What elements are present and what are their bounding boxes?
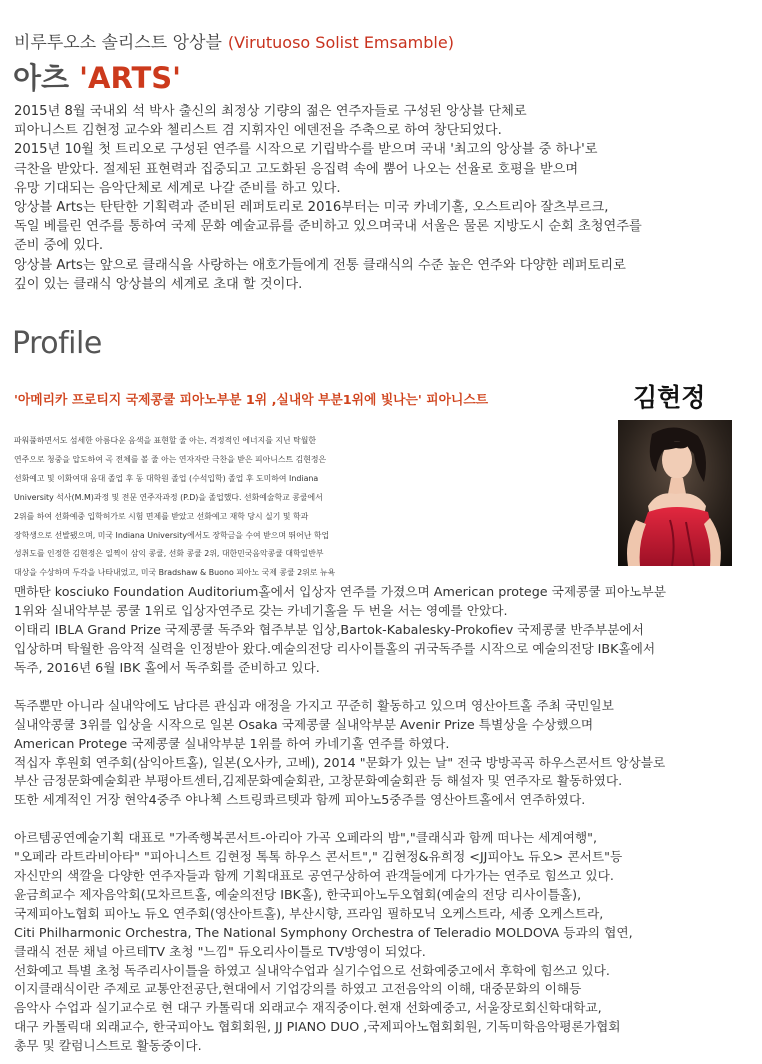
- bio-line: 아르템공연예술기획 대표로 "가족행복콘서트-아리아 가곡 오페라의 밤","클래식과 함께 떠나는 세계여행",: [14, 830, 598, 846]
- bio-line: 국제피아노협회 피아노 듀오 연주회(영산아트홀), 부산시향, 프라임 필하모닉 오케스트라, 세종 오케스트라,: [14, 905, 604, 921]
- intro-line: 유망 기대되는 음악단체로 세계로 나갈 준비를 하고 있다.: [14, 180, 341, 196]
- bio-line: 부산 금정문화예술회관 부평아트센터,김제문화예술회관, 고창문화예술회관 등 해설자 및 연주자로 활동하였다.: [14, 773, 623, 789]
- biography: [14, 432, 748, 1056]
- bio-line: 이태리 IBLA Grand Prize 국제콩쿨 독주와 협주부분 입상,Bartok-Kabalesky-Prokofiev 국제콩쿨 반주부분에서: [14, 622, 644, 638]
- bio-line: 독주뿐만 아니라 실내악에도 남다른 관심과 애정을 가지고 꾸준히 활동하고 있으며 영산아트홀 주최 국민일보: [14, 697, 614, 713]
- bio-line: 독주, 2016년 6월 IBK 홀에서 독주회를 준비하고 있다.: [14, 659, 320, 675]
- bio-line: American Protege 국제콩쿨 실내악부분 1위를 하여 카네기홀 연주를 하였다.: [14, 735, 450, 751]
- brand-arts: 'ARTS': [79, 61, 182, 95]
- bio-line: 음악사 수업과 실기교수로 현 대구 카톨릭대 외래교수 재직중이다.현재 선화예중고, 서울장로회신학대학교,: [14, 1000, 602, 1016]
- intro-line: 극찬을 받았다. 절제된 표현력과 집중되고 고도화된 응집력 속에 뿜어 나오는 선율로 호평을 받으며: [14, 161, 579, 177]
- brand-korean: 아츠: [13, 61, 70, 95]
- ensemble-name-english: (Virutuoso Solist Emsamble): [227, 33, 454, 52]
- intro-line: 독일 베를린 연주를 통하여 국제 문화 예술교류를 준비하고 있으며국내 서울은 물론 지방도시 순회 초청연주를: [14, 219, 642, 235]
- bio-line: 윤금희교수 제자음악회(모차르트홀, 예술의전당 IBK홀), 한국피아노두오협회(예술의 전당 리사이틀홀),: [14, 886, 582, 902]
- profile-tagline: '아메리카 프로티지 국제콩쿨 피아노부분 1위 ,실내악 부분1위에 빛나는' 피아니스트: [14, 393, 489, 408]
- bio-line: 입상하며 탁월한 음악적 실력을 인정받아 왔다.예술의전당 리사이틀홀의 귀국독주를 시작으로 예술의전당 IBK홀에서: [14, 640, 656, 656]
- bio-line: "오페라 라트라비아타" "피아니스트 김현정 톡톡 하우스 콘서트"," 김현정&유희정 <JJ피아노 듀오> 콘서트"등: [14, 849, 623, 865]
- bio-line: 장학생으로 선발됐으며, 미국 Indiana University에서도 장학금을 수여 받으며 뛰어난 학업: [14, 530, 330, 540]
- paragraph-gap: [14, 810, 748, 829]
- bio-line: 2위를 하여 선화예중 입학허가로 시험 면제를 받았고 선화예고 재학 당시 실기 및 학과: [14, 511, 309, 521]
- bio-line: University 석사(M.M)과정 및 전문 연주자과정 (P.D)을 졸업했다. 선화예술학교 콩쿨에서: [14, 492, 323, 502]
- bio-line: 1위와 실내악부분 콩쿨 1위로 입상자연주로 갖는 카네기홀을 두 번을 서는 영예를 안았다.: [14, 603, 508, 619]
- intro-line: 2015년 10월 첫 트리오로 구성된 연주를 시작으로 기립박수를 받으며 국내 '최고의 앙상블 중 하나'로: [14, 142, 598, 158]
- intro-line: 깊이 있는 클래식 앙상블의 세계로 초대 할 것이다.: [14, 276, 303, 292]
- bio-line: 선화예고 특별 초청 독주리사이틀을 하였고 실내악수업과 실기수업으로 선화예중고에서 후학에 힘쓰고 있다.: [14, 962, 610, 978]
- bio-line: 적십자 후원회 연주회(삼익아트홀), 일본(오사카, 고베), 2014 "문화가 있는 날" 전국 방방곡곡 하우스콘서트 앙상블로: [14, 754, 666, 770]
- bio-line: 선화예고 및 이화여대 음대 졸업 후 동 대학원 졸업 (수석입학) 졸업 후 도미하여 Indiana: [14, 473, 319, 483]
- profile-heading: Profile: [12, 326, 102, 361]
- bio-line: 클래식 전문 채널 아르테TV 초청 "느낌" 듀오리사이틀로 TV방영이 되었다.: [14, 943, 426, 959]
- ensemble-header: [14, 28, 454, 53]
- pianist-name: 김현정: [633, 383, 706, 412]
- bio-line: 대상을 수상하며 두각을 나타내었고, 미국 Bradshaw & Buono 피아노 국제 콩쿨 2위로 뉴욕: [14, 568, 336, 578]
- bio-line: 연주으로 청중을 압도하여 곡 전체를 볼 줄 아는 연자자란 극찬을 받은 피아니스트 김현정은: [14, 454, 327, 464]
- intro-line: 피아니스트 김현정 교수와 첼리스트 겸 지휘자인 에덴전을 주축으로 하여 창단되었다.: [14, 123, 502, 139]
- intro-line: 준비 중에 있다.: [14, 238, 104, 254]
- bio-line: 성취도를 인정한 김현정은 일찍이 삼익 콩쿨, 선화 콩쿨 2위, 대한민국음악콩쿨 대학일반부: [14, 549, 324, 559]
- bio-line: 맨하탄 kosciuko Foundation Auditorium홀에서 입상자 연주를 가졌으며 American protege 국제콩쿨 피아노부분: [14, 584, 666, 600]
- brand-title: [13, 56, 181, 97]
- paragraph-gap: [14, 678, 748, 697]
- intro-line: 2015년 8월 국내외 석 박사 출신의 최정상 기량의 젊은 연주자들로 구성된 앙상블 단체로: [14, 104, 527, 119]
- bio-line: 자신만의 색깔을 다양한 연주자들과 함께 기획대표로 공연구상하여 관객들에게 다가가는 연주로 힘쓰고 있다.: [14, 868, 614, 884]
- bio-line: 대구 카톨릭대 외래교수, 한국피아노 협회회원, JJ PIANO DUO ,국제피아노협회회원, 기독미학음악평론가협회: [14, 1019, 621, 1035]
- intro-line: 앙상블 Arts는 탄탄한 기획력과 준비된 레퍼토리로 2016부터는 미국 카네기홀, 오스트리아 잘츠부르크,: [14, 200, 609, 216]
- bio-line: 또한 세계적인 거장 현악4중주 야나첵 스트링콰르텟과 함께 피아노5중주를 영산아트홀에서 연주하였다.: [14, 792, 586, 808]
- bio-line: 총무 및 칼럼니스트로 활동중이다.: [14, 1038, 202, 1054]
- bio-line: 실내악콩쿨 3위를 입상을 시작으로 일본 Osaka 국제콩쿨 실내악부분 Avenir Prize 특별상을 수상했으며: [14, 716, 594, 732]
- intro-paragraph: [14, 102, 748, 294]
- bio-line: 이지클래식이란 주제로 교통안전공단,현대에서 기업강의를 하였고 고전음악의 이해, 대중문화의 이해등: [14, 981, 582, 997]
- intro-line: 앙상블 Arts는 앞으로 클래식을 사랑하는 애호가들에게 전통 클래식의 수준 높은 연주와 다양한 레퍼토리로: [14, 257, 626, 273]
- bio-line: 파워풀하면서도 섬세한 아름다운 음색을 표현할 줄 아는, 격정적인 에너지를 지닌 탁월한: [14, 436, 316, 445]
- ensemble-name-korean: 비루투오소 솔리스트 앙상블: [14, 33, 222, 53]
- bio-line: Citi Philharmonic Orchestra, The National Symphony Orchestra of Teleradio MOLDOVA 등과의 협연,: [14, 924, 633, 940]
